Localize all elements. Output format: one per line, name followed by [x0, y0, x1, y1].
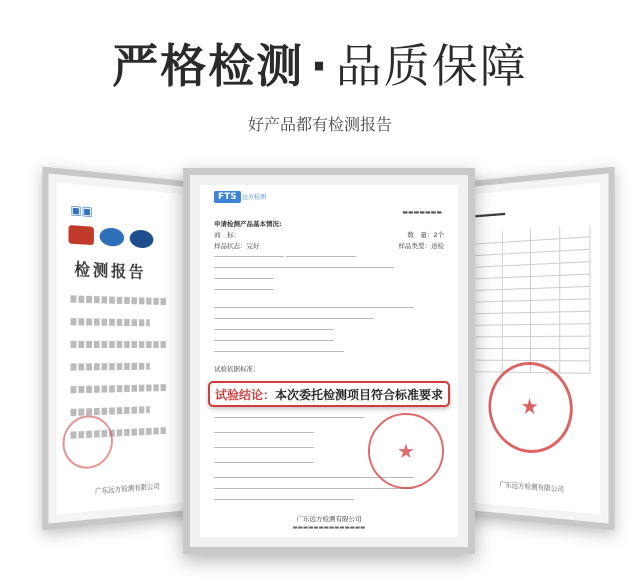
right-certificate-paper: [467, 183, 601, 515]
center-cert-seal-icon: ★: [368, 413, 444, 489]
left-cert-logo-icon: ▣▣: [70, 202, 93, 219]
conclusion-callout: [208, 381, 450, 407]
right-cert-seal-icon: ★: [488, 362, 572, 456]
field-sample-status: 样品状态：完好: [214, 242, 260, 250]
headline-sub: 品质保障: [335, 39, 528, 93]
headline-separator: ·: [310, 39, 330, 93]
right-cert-footer: 广东远方检测有限公司: [499, 480, 565, 494]
cma-badge-icon: [69, 225, 94, 245]
right-cert-header-lines: ▬▬▬▬▬▬▬: [475, 209, 506, 221]
left-cert-badges: [69, 225, 154, 249]
fts-company-short: 远方检测: [242, 194, 267, 201]
headline: [0, 30, 640, 96]
left-cert-footer: 广东远方检测有限公司: [94, 482, 160, 496]
report-number-line: ▬▬▬▬▬▬▬: [402, 209, 442, 216]
field-trademark: 商 标：: [214, 231, 240, 239]
headline-main: 严格检测: [112, 39, 305, 93]
center-cert-footer: [200, 514, 458, 531]
fts-logo: FTS: [214, 191, 241, 203]
left-cert-title: 检测报告: [74, 259, 147, 282]
center-cert-address-line: ▬▬▬▬▬▬▬▬▬▬▬▬▬▬: [292, 525, 366, 531]
conclusion-text: 本次委托检测项目符合标准要求: [275, 387, 444, 402]
conclusion-label: 试验结论：: [214, 387, 275, 402]
right-cert-table: [475, 225, 590, 374]
center-cert-company: 广东远方检测有限公司: [296, 515, 362, 523]
sample-info-section: [214, 219, 444, 294]
field-quantity: 数 量：2个: [407, 231, 444, 239]
right-certificate: [455, 167, 615, 531]
center-certificate: [183, 168, 475, 554]
left-certificate: [42, 167, 202, 531]
sample-section-title: 申请检测产品基本情况:: [214, 220, 282, 228]
left-certificate-paper: [57, 183, 191, 515]
ilac-badge-icon: [130, 229, 154, 248]
standards-section: [214, 301, 444, 373]
center-certificate-paper: [200, 185, 458, 537]
subtitle: 好产品都有检测报告: [247, 115, 392, 134]
cnas-badge-icon: [100, 227, 124, 247]
field-sample-type: 样品类型：送检: [398, 242, 444, 250]
standards-title: 试验依据标准：: [214, 365, 260, 373]
left-cert-seal-icon: [63, 414, 113, 470]
